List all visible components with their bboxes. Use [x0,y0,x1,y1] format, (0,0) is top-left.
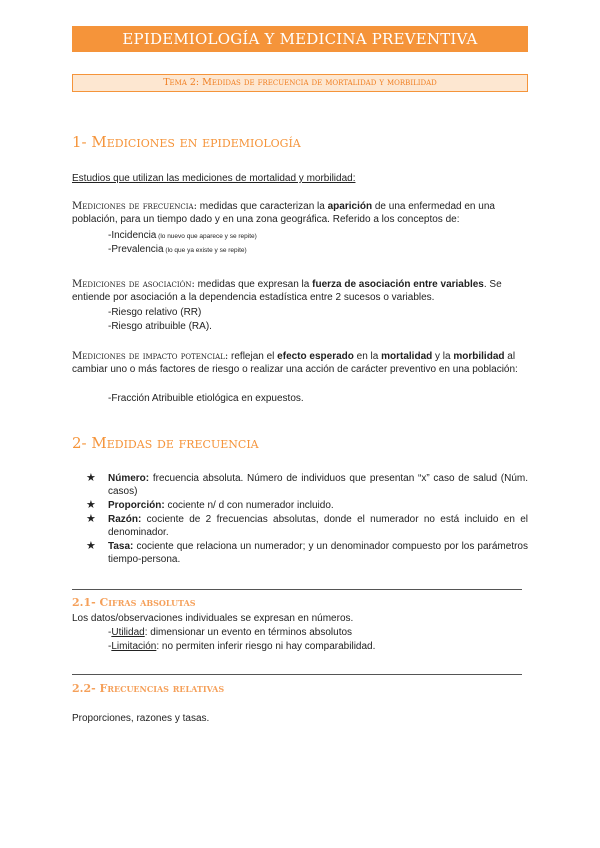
incidencia-note: (lo nuevo que aparece y se repite) [156,233,257,240]
limitacion-label: Limitación [111,641,157,652]
utilidad-label: Utilidad [111,627,145,638]
utilidad-text: : dimensionar un evento en términos absolutos [144,627,353,638]
list-item-proporcion [84,499,528,512]
frecuencia-text-2: de una enfermedad en una población, para un tiempo dado y en una zona geográfica. Referido a los conceptos de: [72,201,495,225]
list-item-riesgo-relativo: -Riesgo relativo (RR) [108,307,202,318]
list-item-limitacion: -Limitación: no permiten inferir riesgo ni hay comparabilidad. [108,641,376,652]
numero-text: frecuencia absoluta. Número de individuos que presentan “x” caso de salud (Núm. casos) [108,473,528,497]
section-divider [72,589,522,590]
razon-text: cociente de 2 frecuencias absolutas, donde el numerador no está incluido en el denominador. [108,514,528,538]
frecuencia-term: Mediciones de frecuencia: [72,201,197,212]
frecuencia-paragraph [72,200,528,226]
star-icon: ★ [86,513,96,525]
list-item-fraccion-atribuible: -Fracción Atribuible etiológica en expuestos. [108,393,304,404]
document-title: EPIDEMIOLOGÍA Y MEDICINA PREVENTIVA [72,26,528,52]
impacto-text-1: reflejan el [228,351,278,362]
tasa-text: cociente que relaciona un numerador; y un denominador compuesto por los parámetros tiempo-persona. [108,541,528,565]
impacto-bold-2: mortalidad [381,351,433,362]
proporcion-text: cociente n/ d con numerador incluido. [164,500,334,511]
limitacion-text: : no permiten inferir riesgo ni hay comparabilidad. [156,641,376,652]
impacto-term: Mediciones de impacto potencial: [72,351,229,362]
proporcion-label: Proporción: [108,500,165,511]
list-item-tasa [84,540,528,566]
list-item-numero [84,472,528,498]
list-item-incidencia [108,229,257,243]
razon-label: Razón: [108,514,142,525]
impacto-text-2: en la [353,351,382,362]
tasa-label: Tasa: [108,541,134,552]
impacto-bold-1: efecto esperado [277,351,354,362]
asociacion-text-1: medidas que expresan la [194,279,313,290]
section-divider [72,674,522,675]
section-2-1-text: Los datos/observaciones individuales se expresan en números. [72,613,354,624]
numero-label: Número: [108,473,150,484]
topic-subtitle: Tema 2: Medidas de frecuencia de mortalidad y morbilidad [72,74,528,92]
prevalencia-label: -Prevalencia [108,244,164,255]
section-1-intro: Estudios que utilizan las mediciones de mortalidad y morbilidad: [72,173,356,184]
impacto-paragraph [72,350,528,376]
incidencia-label: -Incidencia [108,230,157,241]
frecuencia-text-1: medidas que caracterizan la [196,201,328,212]
impacto-text-3: y la [432,351,454,362]
frequency-measures-list [84,472,528,567]
section-1-heading: 1- Mediciones en epidemiología [72,133,301,151]
section-2-heading: 2- Medidas de frecuencia [72,434,259,452]
section-2-1-heading: 2.1- Cifras absolutas [72,596,196,609]
asociacion-term: Mediciones de asociación: [72,279,195,290]
star-icon: ★ [86,472,96,484]
asociacion-bold-1: fuerza de asociación entre variables [312,279,484,290]
impacto-bold-3: morbilidad [453,351,505,362]
asociacion-paragraph [72,278,528,304]
asociacion-text-2: . Se entiende por asociación a la dependencia estadística entre 2 sucesos o variables. [72,279,502,303]
list-item-riesgo-atribuible: -Riesgo atribuible (RA). [108,321,212,332]
star-icon: ★ [86,540,96,552]
list-item-utilidad: -Utilidad: dimensionar un evento en términos absolutos [108,627,353,638]
frecuencia-bold-1: aparición [327,201,373,212]
list-item-razon [84,513,528,539]
section-2-2-heading: 2.2- Frecuencias relativas [72,682,225,695]
impacto-text-4: al cambiar uno o más factores de riesgo o realizar una acción de carácter preventivo en una población: [72,351,518,375]
star-icon: ★ [86,499,96,511]
list-item-prevalencia [108,243,247,257]
section-2-2-text: Proporciones, razones y tasas. [72,713,210,724]
prevalencia-note: (lo que ya existe y se repite) [163,247,247,254]
